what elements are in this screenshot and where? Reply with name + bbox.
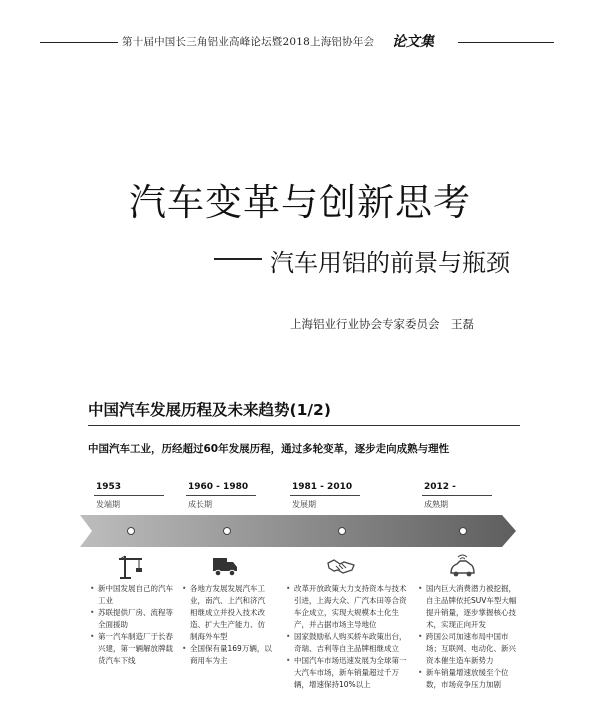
list-item: • 跨国公司加速布局中国市场；互联网、电动化、新兴资本催生造车新势力 (418, 631, 520, 667)
list-item: • 第一汽车制造厂于长春兴建，第一辆解放牌载货汽车下线 (90, 631, 176, 667)
crane-icon (116, 551, 146, 581)
list-item: • 新中国发展自己的汽车工业 (90, 583, 176, 607)
slide-title: 中国汽车发展历程及未来趋势(1/2) (88, 401, 331, 419)
timeline-arrow (80, 513, 520, 549)
list-item: • 苏联提供厂房、流程等全面援助 (90, 607, 176, 631)
list-item: • 中国汽车市场迅速发展为全球第一大汽车市场，新车销量超过千万辆，增速保持10%以上 (286, 655, 408, 691)
list-item: • 各地方发展发展汽车工业，南汽、上汽和济汽相继成立并投入技术改造、扩大生产能力、仿制海外车型 (182, 583, 272, 643)
timeline-node (460, 528, 467, 535)
list-item: • 国内巨大消费潜力被挖掘，自主品牌依托SUV车型大幅提升销量，逐步掌握核心技术，实现正向开发 (418, 583, 520, 631)
period-notes (182, 583, 272, 667)
header-collection-label: 论文集 (392, 34, 434, 50)
period-underline (422, 495, 492, 496)
running-header (0, 34, 600, 50)
list-item: • 国家鼓励私人购买轿车政策出台，奇瑞、吉利等自主品牌相继成立 (286, 631, 408, 655)
period-notes (286, 583, 408, 691)
timeline-node (128, 528, 135, 535)
subtitle-dash (214, 258, 262, 260)
article-subtitle: 汽车用铝的前景与瓶颈 (270, 249, 510, 277)
header-rule-right (458, 42, 554, 43)
connected-car-icon (447, 551, 477, 581)
list-item: • 改革开放政策大力支持资本与技术引进，上海大众、广汽本田等合资车企成立，实现大规模本土化生产，并占据市场主导地位 (286, 583, 408, 631)
slide-title-rule (88, 425, 520, 426)
author-line: 上海铝业行业协会专家委员会 王磊 (290, 317, 474, 331)
period-underline (290, 495, 360, 496)
list-item: • 全国保有量169万辆，以商用车为主 (182, 643, 272, 667)
header-rule-left (40, 42, 118, 43)
timeline-node (224, 528, 231, 535)
slide-tagline: 中国汽车工业，历经超过60年发展历程，通过多轮变革，逐步走向成熟与理性 (88, 443, 450, 455)
article-title: 汽车变革与创新思考 (129, 181, 471, 224)
period-years: 1953 (96, 482, 122, 492)
header-title: 第十届中国长三角铝业高峰论坛暨2018上海铝协年会 (122, 36, 375, 48)
period-years: 2012 - (424, 482, 456, 492)
period-stage: 发端期 (96, 500, 120, 509)
period-notes (90, 583, 176, 667)
truck-icon (210, 551, 240, 581)
timeline-node (339, 528, 346, 535)
period-years: 1960 - 1980 (188, 482, 249, 492)
period-stage: 成长期 (188, 500, 212, 509)
period-underline (94, 495, 164, 496)
list-item: • 新车销量增速放缓至个位数，市场竞争压力加剧 (418, 667, 520, 691)
period-notes (418, 583, 520, 691)
timeline-arrow-body (80, 515, 516, 547)
period-years: 1981 - 2010 (292, 482, 353, 492)
handshake-icon (326, 551, 356, 581)
period-underline (186, 495, 256, 496)
period-stage: 成熟期 (424, 500, 448, 509)
period-stage: 发展期 (292, 500, 316, 509)
